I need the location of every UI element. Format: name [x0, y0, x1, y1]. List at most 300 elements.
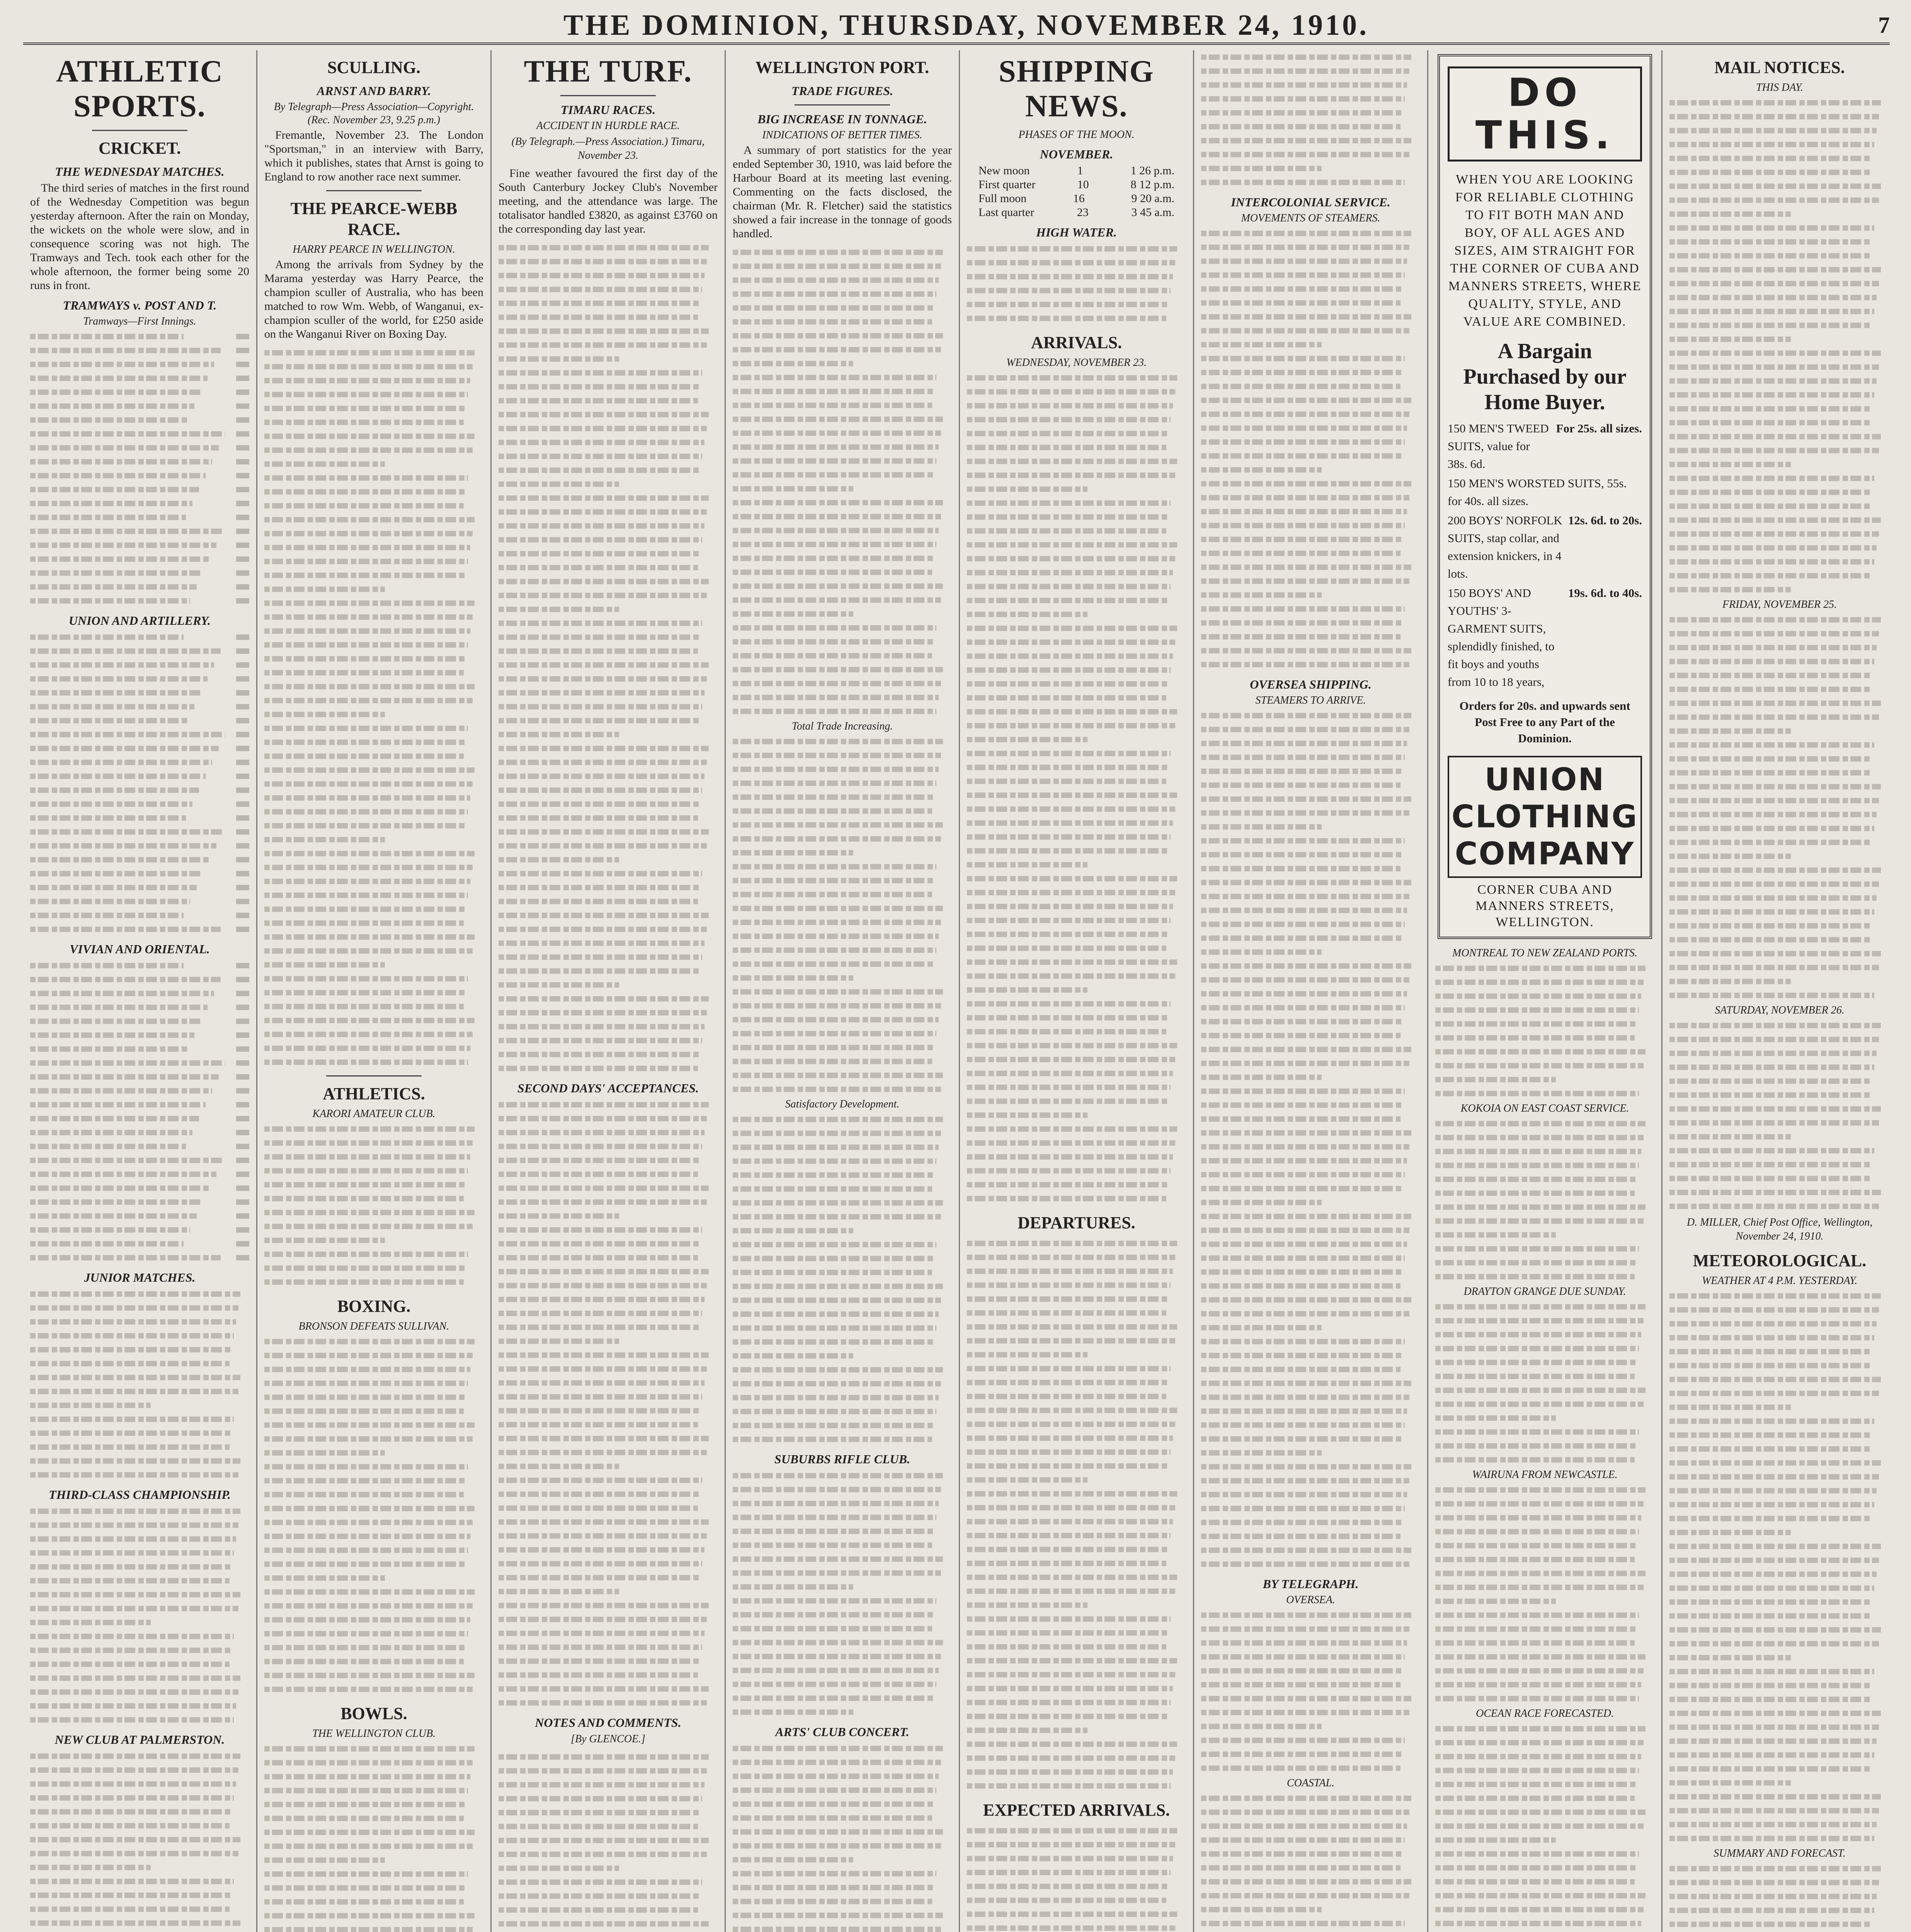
subhead-high-water: HIGH WATER.: [1036, 225, 1117, 239]
text-line: [499, 1139, 718, 1153]
text-line-ink: [499, 1796, 702, 1801]
text-line-ink: [1201, 152, 1409, 157]
text-line-ink: [499, 384, 700, 389]
text-line-ink: [1201, 1724, 1322, 1729]
text-line: [1201, 1307, 1420, 1321]
text-line: [499, 1334, 718, 1348]
text-line: [499, 1750, 718, 1764]
text-line: [264, 1557, 483, 1571]
text-line-ink: [1435, 1726, 1646, 1731]
score-figure: [236, 459, 249, 464]
text-line-ink: [733, 1158, 936, 1164]
text-line: [30, 1315, 249, 1329]
text-line-ink: [30, 977, 221, 982]
text-line: [30, 1468, 249, 1482]
text-line-ink: [264, 656, 466, 662]
text-line-ink: [499, 565, 698, 570]
score-figure: [236, 1158, 249, 1163]
text-line: [733, 496, 952, 510]
text-line-ink: [30, 1458, 240, 1464]
text-line: [499, 1034, 718, 1048]
text-line: [264, 1515, 483, 1529]
text-line: [733, 259, 952, 273]
text-line-ink: [733, 989, 943, 995]
text-line: [967, 607, 1186, 621]
moon-date: 16: [1073, 192, 1085, 205]
text-line-ink: [1669, 728, 1791, 734]
text-line-ink: [499, 1408, 700, 1413]
text-line-ink: [264, 948, 473, 954]
scorecard-line: [30, 413, 249, 427]
rule: [560, 95, 656, 96]
text-line: [499, 1778, 718, 1792]
text-line-ink: [967, 779, 1166, 784]
text-line-ink: [967, 1898, 1166, 1903]
text-line-ink: [967, 1154, 1173, 1160]
text-line-ink: [733, 1409, 936, 1414]
text-line: [967, 1501, 1186, 1515]
text-line: [264, 1261, 483, 1275]
text-line-ink: [1435, 1810, 1646, 1815]
text-line-ink: [30, 746, 219, 751]
text-line: [264, 554, 483, 568]
text-line-ink: [1435, 1782, 1637, 1787]
text-line-ink: [1669, 1321, 1877, 1327]
text-line-ink: [1669, 156, 1872, 161]
text-line: [1669, 235, 1890, 249]
text-line: [1201, 736, 1420, 750]
text-line-ink: [967, 556, 1175, 561]
text-line: [499, 588, 718, 602]
text-line-ink: [733, 1829, 943, 1835]
text-line: [967, 1866, 1186, 1879]
text-line-ink: [1669, 1106, 1881, 1112]
score-figure: [236, 417, 249, 423]
text-line-ink: [30, 529, 223, 534]
text-line: [967, 311, 1186, 325]
scorecard-line: [30, 644, 249, 658]
text-line-ink: [733, 1423, 934, 1428]
text-line-ink: [733, 781, 936, 786]
text-line-ink: [264, 447, 473, 453]
text-line: [1201, 1761, 1420, 1775]
text-line-ink: [1201, 1408, 1407, 1414]
text-line: [733, 1041, 952, 1054]
text-line: [499, 714, 718, 728]
text-line: [967, 284, 1186, 298]
text-line: [1435, 1553, 1654, 1566]
text-line: [1669, 416, 1890, 430]
text-line-ink: [967, 542, 1177, 548]
text-line: [1201, 1557, 1420, 1571]
text-line: [967, 256, 1186, 270]
text-line-ink: [733, 291, 936, 297]
text-line: [1201, 764, 1420, 778]
text-line-ink: [499, 1311, 702, 1316]
text-line-ink: [264, 795, 470, 801]
text-line-ink: [499, 801, 700, 807]
text-line-ink: [967, 1112, 1087, 1118]
text-line: [733, 1510, 952, 1524]
text-line: [1201, 1608, 1420, 1622]
text-line-ink: [733, 1871, 936, 1876]
text-line: [1435, 1073, 1654, 1087]
text-line-ink: [264, 1844, 473, 1849]
text-line-ink: [264, 545, 470, 550]
text-line-ink: [499, 760, 707, 765]
text-line-ink: [499, 996, 709, 1002]
masthead: [23, 8, 1890, 45]
text-line-ink: [499, 1617, 707, 1622]
text-line-ink: [264, 1788, 468, 1793]
text-line-ink: [264, 350, 475, 355]
text-line: [967, 1011, 1186, 1025]
text-line: [967, 1779, 1186, 1793]
text-line-ink: [733, 1270, 932, 1275]
score-figure: [236, 857, 249, 862]
text-line: [1201, 1056, 1420, 1070]
text-line: [499, 1903, 718, 1917]
text-line-ink: [1201, 991, 1407, 997]
scorecard-line: [30, 755, 249, 769]
text-line-ink: [733, 892, 932, 897]
text-line: [1201, 1279, 1420, 1293]
text-line-ink: [499, 954, 702, 960]
text-line-ink: [967, 765, 1169, 770]
text-line-ink: [967, 1043, 1177, 1048]
text-line-ink: [1201, 1255, 1405, 1261]
text-line-ink: [1435, 1374, 1635, 1379]
text-line: [1201, 1335, 1420, 1349]
text-line-ink: [1201, 866, 1400, 871]
text-line-ink: [1201, 606, 1405, 612]
score-figure: [236, 899, 249, 904]
text-line-ink: [1435, 1557, 1635, 1562]
text-line: [733, 1881, 952, 1895]
text-line-ink: [1435, 1571, 1646, 1576]
text-line-ink: [264, 698, 473, 703]
text-line-ink: [264, 1224, 473, 1229]
text-line: [1201, 1791, 1420, 1805]
text-line: [499, 1153, 718, 1167]
text-line: [1201, 1861, 1420, 1875]
text-line-ink: [499, 968, 700, 974]
text-line-ink: [499, 1852, 707, 1857]
text-line: [967, 872, 1186, 886]
text-line: [1201, 1140, 1420, 1154]
text-line: [264, 721, 483, 735]
text-line-ink: [733, 1787, 936, 1793]
text-line-ink: [1201, 124, 1400, 129]
text-line-ink: [733, 1284, 943, 1289]
text-line: [499, 519, 718, 533]
dek-drayton-grange: DRAYTON GRANGE DUE SUNDAY.: [1463, 1286, 1626, 1298]
text-line: [1669, 835, 1890, 849]
score-figure: [236, 334, 249, 339]
text-line-ink: [1201, 565, 1411, 570]
text-line: [1669, 138, 1890, 151]
text-line: [264, 596, 483, 610]
text-line: [499, 324, 718, 338]
text-line: [967, 1543, 1186, 1556]
text-line-ink: [733, 1626, 932, 1631]
text-line-ink: [733, 1172, 934, 1178]
text-line-ink: [499, 1052, 700, 1057]
text-line: [264, 1027, 483, 1041]
text-line: [733, 1140, 952, 1154]
text-line-ink: [30, 1689, 238, 1695]
text-line-ink: [1201, 1339, 1405, 1344]
text-line: [1201, 588, 1420, 602]
text-line-ink: [264, 1004, 464, 1009]
text-line: [1201, 519, 1420, 532]
text-line-ink: [1435, 1585, 1644, 1590]
text-line: [499, 241, 718, 255]
text-line: [1201, 1084, 1420, 1098]
text-line-ink: [967, 1296, 1169, 1302]
text-line-ink: [499, 704, 702, 709]
text-line: [264, 930, 483, 944]
text-line: [733, 1524, 952, 1538]
text-line: [1201, 1819, 1420, 1833]
text-block: [967, 371, 1186, 1206]
text-line-ink: [1669, 979, 1791, 984]
text-line-ink: [30, 718, 188, 723]
text-line: [1435, 1664, 1654, 1678]
text-line: [264, 777, 483, 791]
text-line-ink: [1435, 1007, 1639, 1013]
text-line-ink: [30, 584, 197, 590]
text-line: [967, 1192, 1186, 1206]
text-line-ink: [1669, 1363, 1870, 1368]
text-line-ink: [264, 1492, 464, 1497]
score-figure: [236, 1172, 249, 1177]
text-line: [1201, 505, 1420, 519]
text-line: [499, 1006, 718, 1020]
text-line: [264, 429, 483, 443]
text-line: [1201, 106, 1420, 120]
text-line: [1435, 1383, 1654, 1397]
text-line: [1435, 1777, 1654, 1791]
text-line-ink: [30, 801, 192, 807]
text-line: [264, 847, 483, 861]
text-line: [1435, 961, 1654, 975]
text-line-ink: [264, 378, 470, 383]
moon-date: 1: [1077, 164, 1083, 177]
text-line-ink: [1201, 1654, 1405, 1660]
text-line: [1669, 1144, 1890, 1158]
advert-item: [1448, 584, 1642, 691]
text-line: [264, 819, 483, 833]
score-figure: [236, 704, 249, 709]
text-line: [967, 524, 1186, 538]
text-line: [967, 1473, 1186, 1487]
text-line-ink: [499, 1366, 707, 1372]
subhead-boxing: BOXING.: [337, 1297, 411, 1316]
text-line-ink: [499, 273, 705, 278]
text-line: [30, 1412, 249, 1426]
text-line-ink: [1669, 1922, 1872, 1927]
text-line-ink: [264, 1353, 473, 1358]
text-line-ink: [1201, 1492, 1407, 1497]
text-line-ink: [264, 503, 464, 509]
text-line: [1435, 1819, 1654, 1833]
text-line: [967, 1236, 1186, 1250]
text-line: [733, 1363, 952, 1377]
text-line-ink: [1669, 211, 1791, 217]
text-line: [264, 1150, 483, 1164]
text-line: [30, 1357, 249, 1371]
text-line: [264, 1404, 483, 1418]
text-line-ink: [1435, 1135, 1644, 1140]
text-line-ink: [733, 1353, 853, 1359]
text-line-ink: [30, 417, 188, 423]
text-line: [30, 1643, 249, 1657]
text-line-ink: [1669, 1293, 1881, 1299]
text-line: [1435, 1511, 1654, 1525]
text-line-ink: [499, 871, 702, 876]
text-line: [1435, 975, 1654, 989]
score-figure: [236, 815, 249, 821]
text-line: [1201, 120, 1420, 134]
text-line-ink: [499, 1269, 709, 1274]
text-line: [733, 846, 952, 860]
text-line-ink: [499, 829, 709, 835]
text-line-ink: [967, 1126, 1177, 1132]
text-line: [1201, 1930, 1420, 1932]
text-line: [499, 1889, 718, 1903]
text-line: [967, 830, 1186, 844]
text-line: [1201, 240, 1420, 254]
text-line: [967, 955, 1186, 969]
text-line-ink: [1201, 713, 1411, 718]
text-line: [1201, 175, 1420, 189]
text-line-ink: [499, 342, 707, 348]
text-line-ink: [1435, 1796, 1635, 1801]
text-line: [1201, 1875, 1420, 1889]
text-line-ink: [30, 676, 208, 682]
text-line: [967, 1053, 1186, 1066]
text-line: [499, 1112, 718, 1126]
text-line: [1435, 1214, 1654, 1228]
text-line: [1669, 583, 1890, 597]
text-line: [264, 1206, 483, 1219]
text-line-ink: [967, 681, 1169, 687]
text-line: [967, 1838, 1186, 1852]
text-line-ink: [499, 440, 705, 445]
text-line-ink: [30, 815, 186, 821]
text-line: [967, 705, 1186, 719]
text-line-ink: [967, 1366, 1171, 1371]
text-line: [1201, 366, 1420, 379]
text-line: [499, 1861, 718, 1875]
text-line-ink: [264, 489, 466, 495]
text-line: [1669, 655, 1890, 668]
score-figure: [236, 1255, 249, 1260]
text-line: [733, 426, 952, 440]
text-line: [733, 1853, 952, 1867]
text-line-ink: [967, 1140, 1175, 1146]
text-block: [1435, 961, 1654, 1100]
text-line: [1669, 849, 1890, 863]
text-line: [30, 1629, 249, 1643]
text-line-ink: [30, 899, 190, 904]
text-line: [1669, 1303, 1890, 1317]
scorecard-line: [30, 399, 249, 413]
text-line: [1201, 917, 1420, 931]
text-line-ink: [1669, 645, 1877, 650]
text-line-ink: [1201, 1422, 1405, 1428]
text-line: [1201, 1747, 1420, 1761]
text-line-ink: [1669, 923, 1872, 929]
text-line-ink: [499, 1547, 705, 1553]
subhead-union-artillery: UNION AND ARTILLERY.: [68, 614, 211, 628]
text-line-ink: [1201, 231, 1411, 236]
text-line: [733, 524, 952, 537]
text-line: [733, 1154, 952, 1168]
text-line: [499, 1612, 718, 1626]
text-line: [967, 1824, 1186, 1838]
subhead-third-class: THIRD-CLASS CHAMPIONSHIP.: [49, 1488, 231, 1502]
text-line-ink: [1669, 617, 1881, 622]
text-line-ink: [1201, 1186, 1403, 1191]
text-line: [499, 769, 718, 783]
text-line: [264, 666, 483, 680]
text-line: [264, 582, 483, 596]
text-line-ink: [733, 264, 941, 269]
text-line: [1669, 1832, 1890, 1845]
text-line: [1669, 1199, 1890, 1213]
text-line-ink: [733, 1311, 939, 1317]
text-line-ink: [499, 1782, 705, 1787]
text-line-ink: [30, 1144, 186, 1149]
text-line-ink: [967, 445, 1166, 450]
text-line: [499, 602, 718, 616]
text-line-ink: [1201, 384, 1400, 389]
text-line: [1435, 1636, 1654, 1650]
text-line: [1201, 644, 1420, 658]
text-line-ink: [967, 1561, 1166, 1566]
text-line-ink: [967, 1282, 1171, 1288]
text-line: [1669, 1720, 1890, 1734]
text-line: [499, 255, 718, 269]
text-line-ink: [1201, 425, 1407, 431]
text-line-ink: [1669, 1120, 1879, 1126]
text-line-ink: [499, 662, 709, 668]
text-line-ink: [733, 625, 936, 631]
text-line: [967, 1348, 1186, 1362]
text-line: [967, 1389, 1186, 1403]
text-line: [1201, 379, 1420, 393]
text-line-ink: [30, 543, 216, 548]
text-line: [967, 1852, 1186, 1866]
text-line-ink: [967, 1001, 1171, 1007]
dek-movements: MOVEMENTS OF STEAMERS.: [1241, 212, 1380, 224]
text-line-ink: [733, 472, 934, 478]
scorecard-line: [30, 580, 249, 594]
text-line: [1435, 1087, 1654, 1100]
text-line: [967, 1751, 1186, 1765]
text-line: [264, 749, 483, 763]
text-line-ink: [499, 1464, 619, 1469]
text-line: [1669, 1130, 1890, 1144]
text-line-ink: [967, 1769, 1173, 1775]
scorecard-line: [30, 1042, 249, 1056]
text-line-ink: [1435, 1921, 1641, 1926]
text-line: [1201, 1460, 1420, 1474]
text-line-ink: [499, 607, 619, 612]
text-line-ink: [733, 1242, 936, 1247]
